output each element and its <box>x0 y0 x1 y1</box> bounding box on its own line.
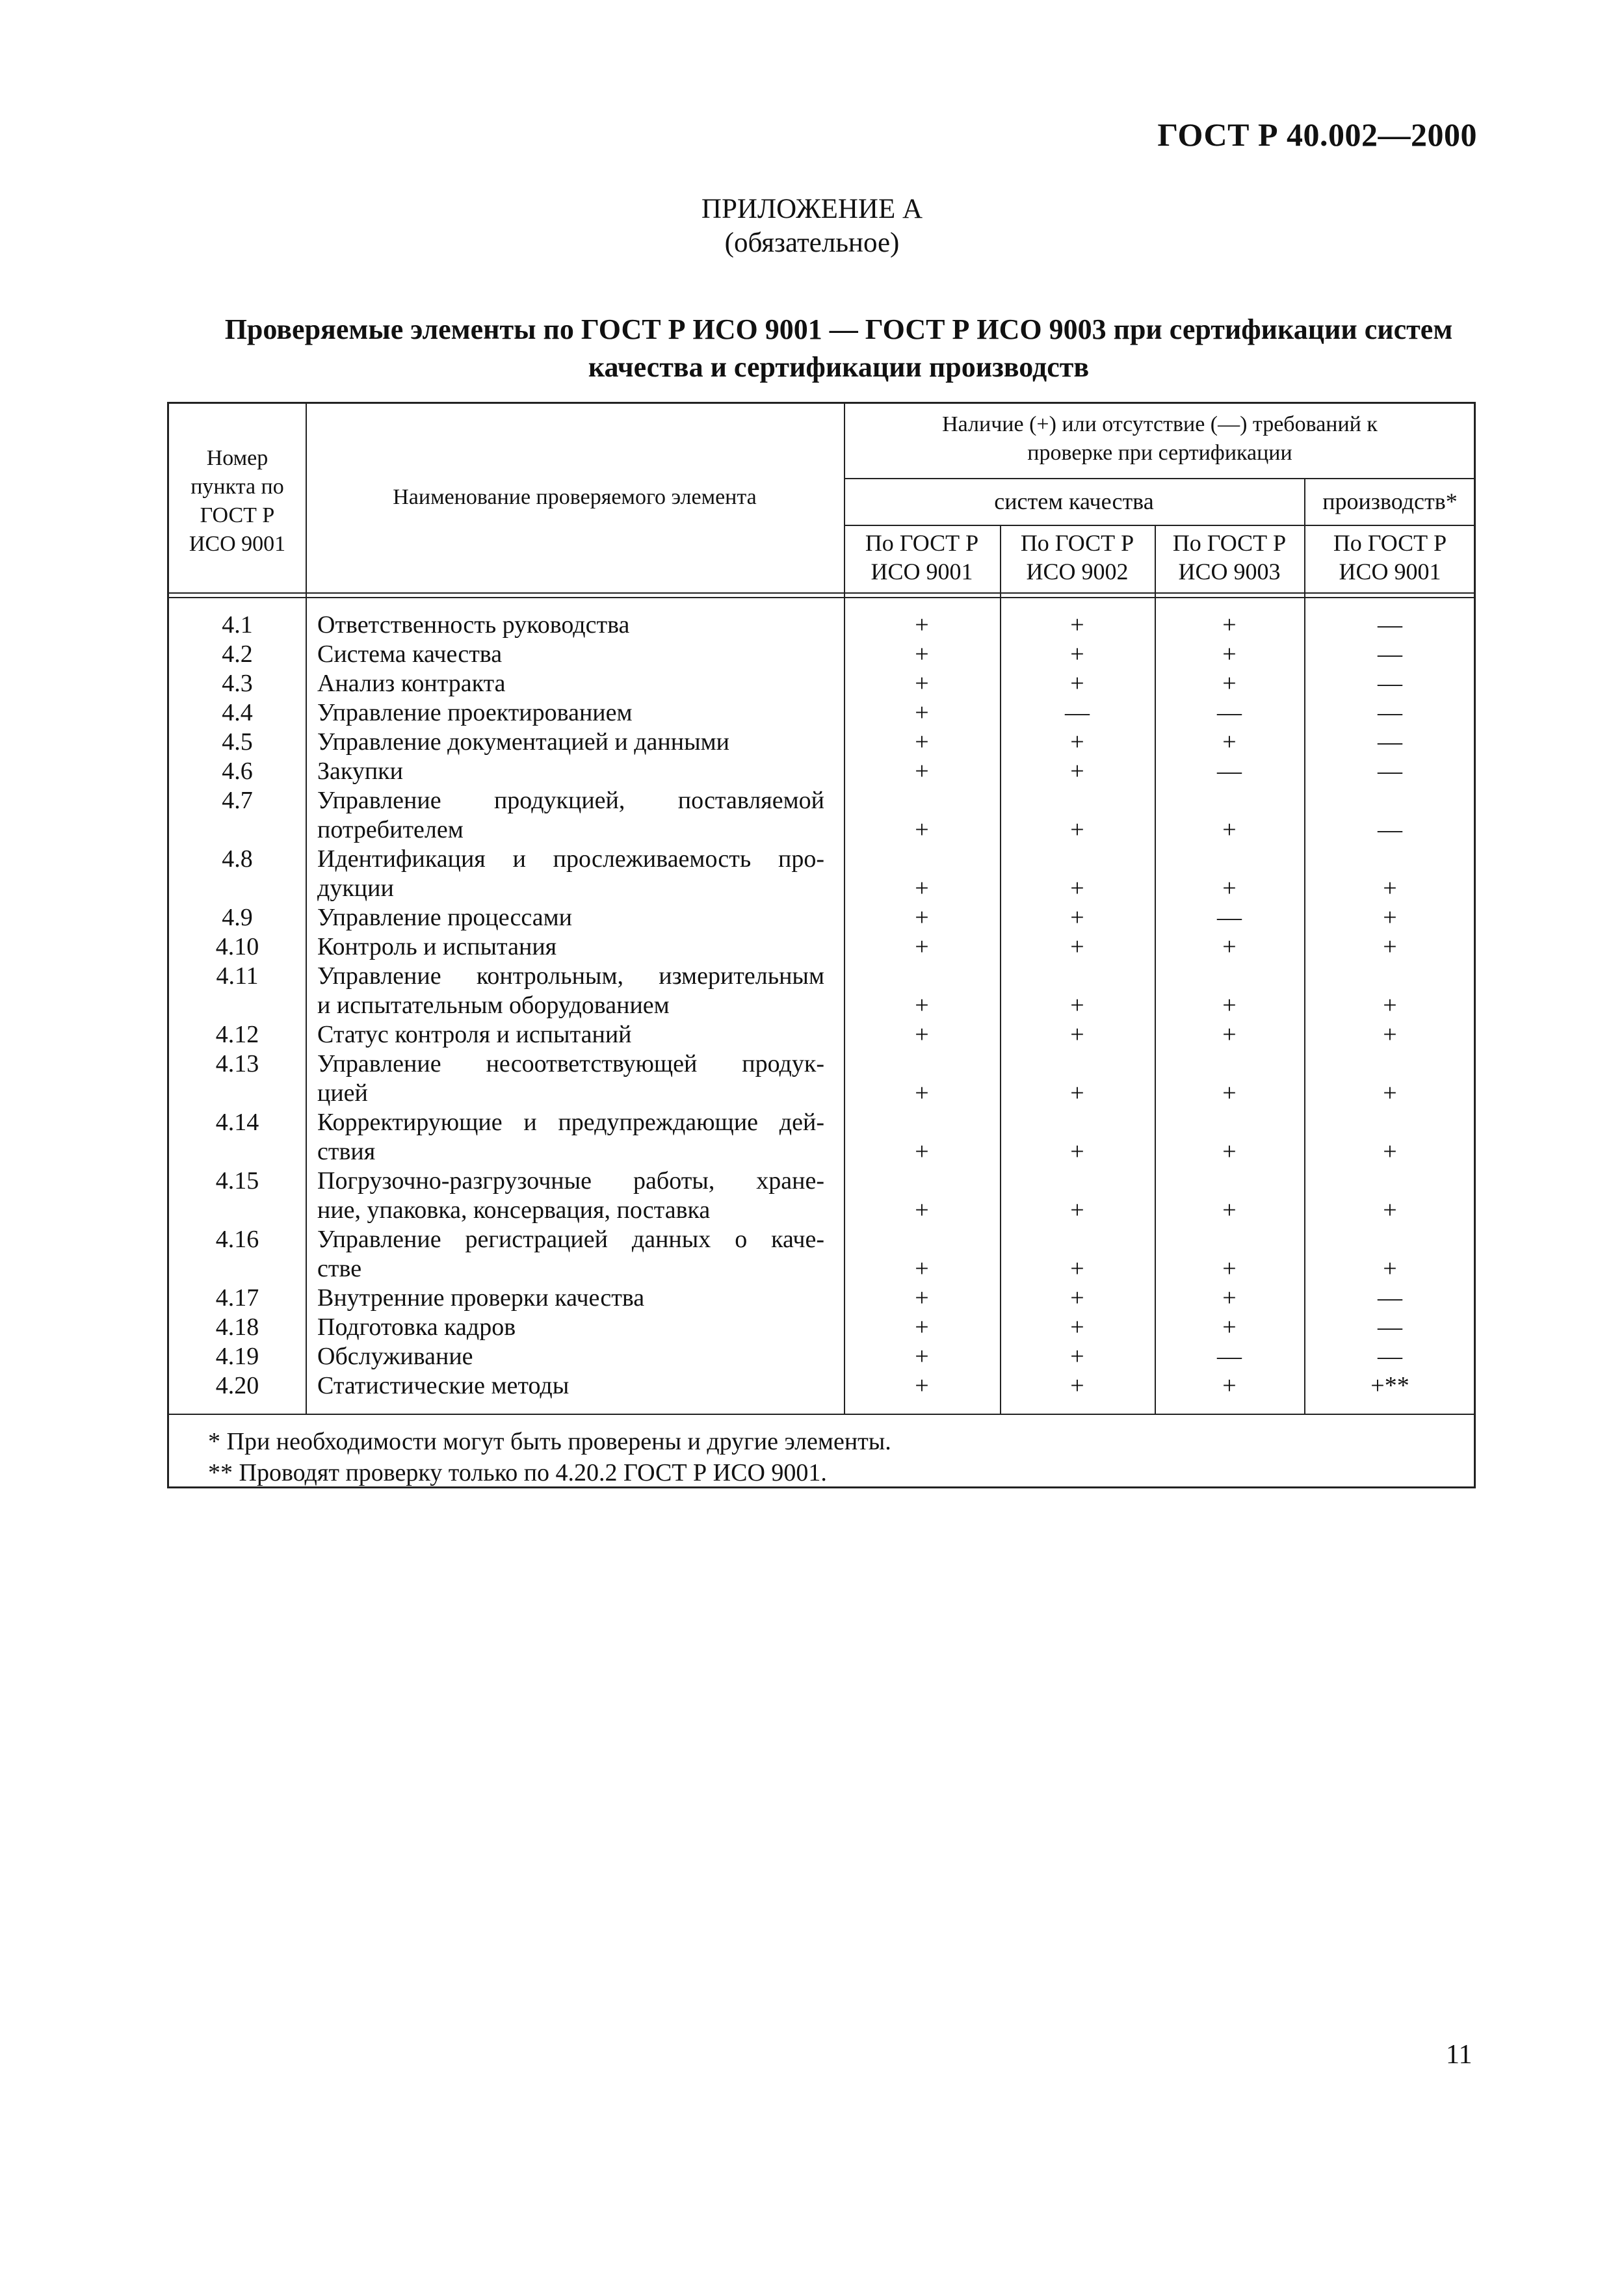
row-element-name: ние, упаковка, консервация, поставка <box>317 1196 711 1224</box>
header-sub-production-iso9001 <box>1304 529 1476 586</box>
requirement-mark: + <box>1222 1255 1237 1282</box>
row-number: 4.3 <box>222 670 253 697</box>
row-element-name: Подготовка кадров <box>317 1313 516 1341</box>
row-element-name: потребителем <box>317 816 464 843</box>
appendix-title: ПРИЛОЖЕНИЕ А <box>701 194 923 224</box>
row-element-name: Управление регистрацией данных о каче- <box>317 1226 824 1253</box>
header-sub-line: ИСО 9001 <box>1339 559 1441 585</box>
row-number: 4.19 <box>215 1343 259 1370</box>
header-presence-line: Наличие (+) или отсутствие (—) требований к <box>942 412 1378 436</box>
row-number: 4.2 <box>222 640 253 668</box>
requirement-mark: + <box>1222 992 1237 1019</box>
appendix-status: (обязательное) <box>724 228 900 258</box>
header-number-line: ИСО 9001 <box>189 532 286 556</box>
appendix-heading <box>0 192 1624 260</box>
requirement-mark: + <box>1222 1284 1237 1312</box>
page-number: 11 <box>1446 2040 1473 2070</box>
row-element-name: дукции <box>317 875 394 902</box>
requirement-mark: + <box>1070 640 1084 668</box>
requirement-mark: — <box>1378 758 1402 785</box>
requirement-mark: — <box>1217 699 1242 726</box>
requirement-mark: + <box>1070 670 1084 697</box>
requirement-mark: + <box>1070 728 1084 756</box>
row-element-name: ствия <box>317 1138 376 1165</box>
row-number: 4.16 <box>215 1226 259 1253</box>
header-number-line: Номер <box>206 446 268 470</box>
note-1: * При необходимости могут быть проверены и другие элементы. <box>208 1428 891 1455</box>
header-name: Наименование проверяемого элемента <box>393 485 757 509</box>
row-number: 4.4 <box>222 699 253 726</box>
header-number <box>169 444 306 559</box>
requirement-mark: + <box>915 758 929 785</box>
row-element-name: Управление проектированием <box>317 699 633 726</box>
row-element-name: Управление процессами <box>317 904 573 931</box>
row-number: 4.8 <box>222 845 253 873</box>
table-title-line-2: качества и сертификации производств <box>588 351 1090 383</box>
header-sub-iso9003 <box>1155 529 1304 586</box>
header-sub-line: ИСО 9002 <box>1026 559 1129 585</box>
requirement-mark: + <box>1383 992 1397 1019</box>
requirement-mark: — <box>1378 728 1402 756</box>
row-number: 4.20 <box>215 1372 259 1399</box>
requirement-mark: — <box>1378 1313 1402 1341</box>
requirement-mark: + <box>1383 1079 1397 1107</box>
requirement-mark: + <box>915 875 929 902</box>
requirement-mark: + <box>915 640 929 668</box>
header-number-line: ГОСТ Р <box>200 503 275 527</box>
requirement-mark: + <box>1070 1284 1084 1312</box>
header-sub-line: ИСО 9001 <box>871 559 973 585</box>
row-element-name: и испытательным оборудованием <box>317 992 670 1019</box>
row-number: 4.18 <box>215 1313 259 1341</box>
header-sub-line: По ГОСТ Р <box>1020 530 1134 556</box>
row-element-name: Погрузочно-разгрузочные работы, хране- <box>317 1167 824 1194</box>
requirement-mark: + <box>1070 611 1084 639</box>
requirement-mark: — <box>1217 758 1242 785</box>
requirement-mark: — <box>1378 640 1402 668</box>
requirement-mark: + <box>1070 816 1084 843</box>
requirement-mark: + <box>1383 933 1397 960</box>
row-element-name: цией <box>317 1079 368 1107</box>
requirement-mark: + <box>1222 611 1237 639</box>
requirement-mark: — <box>1378 1284 1402 1312</box>
requirement-mark: + <box>1222 1079 1237 1107</box>
requirement-mark: + <box>1222 1138 1237 1165</box>
header-production: производств* <box>1322 488 1458 514</box>
grid-line <box>306 404 307 1414</box>
requirement-mark: — <box>1378 816 1402 843</box>
requirement-mark: + <box>1070 933 1084 960</box>
row-element-name: Ответственность руководства <box>317 611 630 639</box>
row-element-name: Управление продукцией, поставляемой <box>317 787 824 814</box>
row-number: 4.10 <box>215 933 259 960</box>
table-notes <box>208 1426 891 1488</box>
notes-divider <box>169 1414 1476 1415</box>
grid-line <box>1000 525 1001 1414</box>
row-element-name: Обслуживание <box>317 1343 473 1370</box>
requirement-mark: + <box>1070 992 1084 1019</box>
requirement-mark: + <box>1070 875 1084 902</box>
elements-table <box>167 402 1476 1488</box>
requirement-mark: — <box>1378 699 1402 726</box>
row-element-name: Управление документацией и данными <box>317 728 730 756</box>
requirement-mark: + <box>915 1284 929 1312</box>
requirement-mark: + <box>915 1255 929 1282</box>
requirement-mark: + <box>1070 1021 1084 1048</box>
row-number: 4.12 <box>215 1021 259 1048</box>
row-element-name: Контроль и испытания <box>317 933 557 960</box>
requirement-mark: + <box>1070 1343 1084 1370</box>
header-divider <box>169 597 1476 598</box>
row-number: 4.11 <box>216 962 259 990</box>
document-id: ГОСТ Р 40.002—2000 <box>1157 116 1477 153</box>
requirement-mark: + <box>1383 1021 1397 1048</box>
grid-line <box>844 478 1476 479</box>
requirement-mark: + <box>1222 933 1237 960</box>
header-presence <box>844 410 1476 468</box>
requirement-mark: + <box>1383 904 1397 931</box>
requirement-mark: + <box>1222 728 1237 756</box>
row-number: 4.14 <box>215 1109 259 1136</box>
grid-line <box>1304 478 1305 1414</box>
row-element-name: Система качества <box>317 640 503 668</box>
requirement-mark: + <box>915 1079 929 1107</box>
grid-line <box>1155 525 1156 1414</box>
row-element-name: Закупки <box>317 758 403 785</box>
requirement-mark: + <box>1222 640 1237 668</box>
requirement-mark: + <box>1383 1196 1397 1224</box>
requirement-mark: + <box>915 1196 929 1224</box>
header-sub-iso9001 <box>844 529 1000 586</box>
requirement-mark: + <box>1222 1313 1237 1341</box>
grid-line <box>844 525 1476 526</box>
requirement-mark: + <box>1383 1255 1397 1282</box>
requirement-mark: + <box>1070 1372 1084 1399</box>
header-sub-line: ИСО 9003 <box>1178 559 1281 585</box>
requirement-mark: + <box>1383 1138 1397 1165</box>
requirement-mark: + <box>915 1138 929 1165</box>
row-element-name: Анализ контракта <box>317 670 506 697</box>
row-number: 4.15 <box>215 1167 259 1194</box>
row-element-name: Статус контроля и испытаний <box>317 1021 632 1048</box>
requirement-mark: + <box>1070 1313 1084 1341</box>
row-number: 4.6 <box>222 758 253 785</box>
row-number: 4.7 <box>222 787 253 814</box>
requirement-mark: + <box>915 728 929 756</box>
header-quality-systems: систем качества <box>994 488 1154 514</box>
requirement-mark: — <box>1217 1343 1242 1370</box>
requirement-mark: + <box>915 992 929 1019</box>
header-divider <box>169 592 1476 594</box>
header-sub-iso9002 <box>1000 529 1155 586</box>
header-sub-line: По ГОСТ Р <box>1333 530 1447 556</box>
requirement-mark: + <box>1222 1021 1237 1048</box>
row-number: 4.9 <box>222 904 253 931</box>
row-element-name: Корректирующие и предупреждающие дей- <box>317 1109 824 1136</box>
row-element-name: Управление контрольным, измерительным <box>317 962 824 990</box>
row-element-name: Управление несоответствующей продук- <box>317 1050 824 1077</box>
row-number: 4.13 <box>215 1050 259 1077</box>
header-number-line: пункта по <box>190 475 284 499</box>
note-2: ** Проводят проверку только по 4.20.2 ГОСТ Р ИСО 9001. <box>208 1459 827 1486</box>
requirement-mark: + <box>915 816 929 843</box>
requirement-mark: + <box>1070 904 1084 931</box>
row-element-name: Внутренние проверки качества <box>317 1284 645 1312</box>
requirement-mark: + <box>1222 670 1237 697</box>
requirement-mark: — <box>1378 670 1402 697</box>
row-number: 4.1 <box>222 611 253 639</box>
requirement-mark: + <box>915 933 929 960</box>
row-number: 4.17 <box>215 1284 259 1312</box>
requirement-mark: + <box>1222 1196 1237 1224</box>
requirement-mark: — <box>1378 611 1402 639</box>
requirement-mark: + <box>1070 1196 1084 1224</box>
requirement-mark: — <box>1378 1343 1402 1370</box>
table-title-line-1: Проверяемые элементы по ГОСТ Р ИСО 9001 — ГОСТ Р ИСО 9003 при сертификации систем <box>224 313 1453 345</box>
requirement-mark: + <box>915 1343 929 1370</box>
requirement-mark: + <box>915 611 929 639</box>
requirement-mark: + <box>1222 1372 1237 1399</box>
requirement-mark: + <box>1222 875 1237 902</box>
header-sub-line: По ГОСТ Р <box>865 530 979 556</box>
requirement-mark: + <box>915 670 929 697</box>
row-element-name: Идентификация и прослеживаемость про- <box>317 845 824 873</box>
requirement-mark: +** <box>1370 1372 1409 1399</box>
requirement-mark: + <box>1070 1138 1084 1165</box>
requirement-mark: + <box>1070 1255 1084 1282</box>
requirement-mark: — <box>1065 699 1090 726</box>
requirement-mark: + <box>1222 816 1237 843</box>
requirement-mark: + <box>1070 758 1084 785</box>
header-sub-line: По ГОСТ Р <box>1172 530 1287 556</box>
row-number: 4.5 <box>222 728 253 756</box>
requirement-mark: + <box>915 1021 929 1048</box>
requirement-mark: — <box>1217 904 1242 931</box>
row-element-name: Статистические методы <box>317 1372 570 1399</box>
requirement-mark: + <box>915 699 929 726</box>
table-title <box>195 311 1482 386</box>
row-element-name: стве <box>317 1255 362 1282</box>
requirement-mark: + <box>1070 1079 1084 1107</box>
requirement-mark: + <box>1383 875 1397 902</box>
header-presence-line: проверке при сертификации <box>1027 441 1292 465</box>
requirement-mark: + <box>915 904 929 931</box>
requirement-mark: + <box>915 1313 929 1341</box>
requirement-mark: + <box>915 1372 929 1399</box>
